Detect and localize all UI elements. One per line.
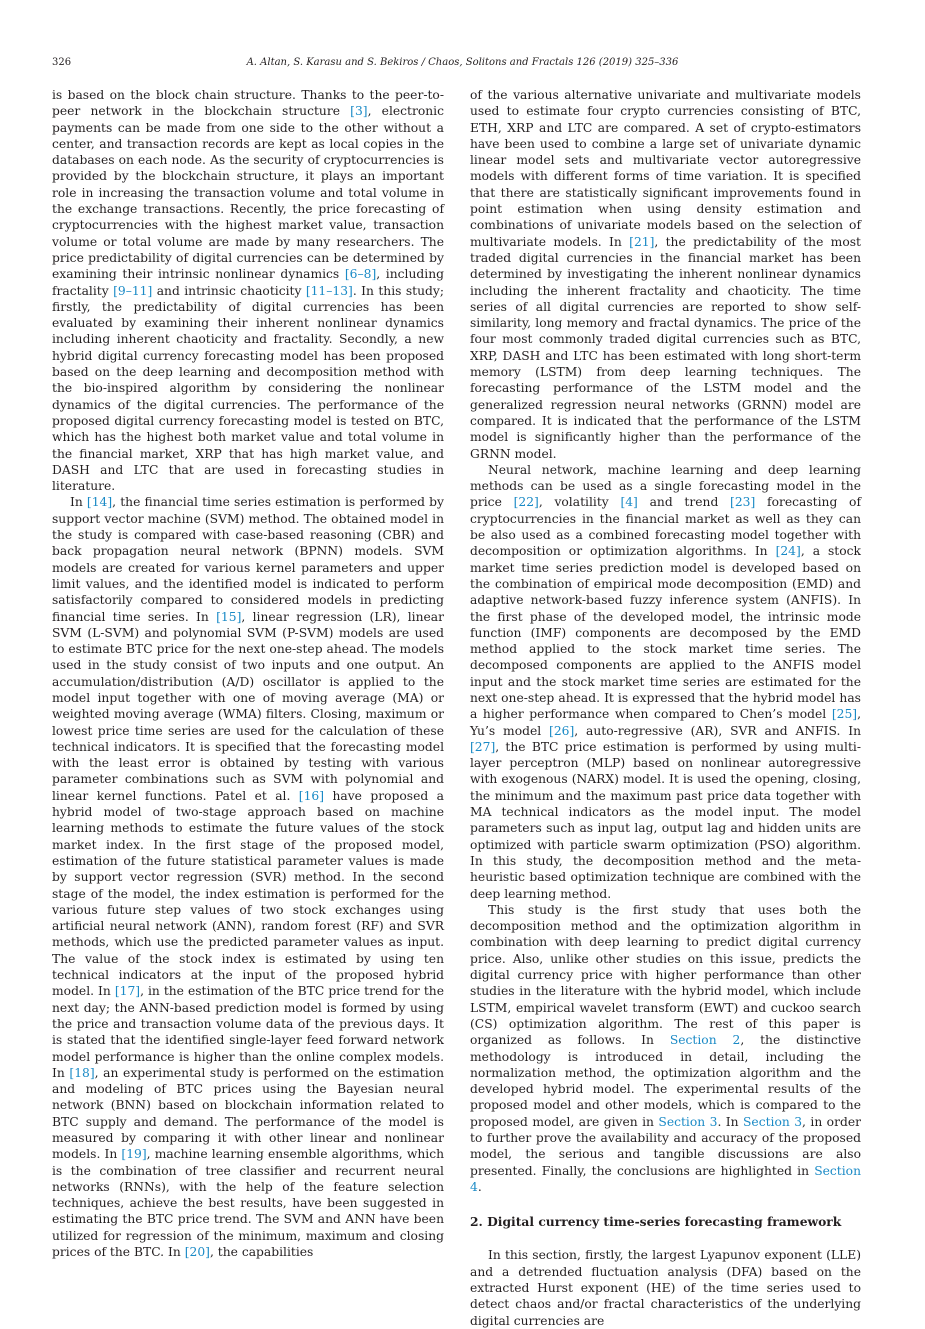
text: , auto-regressive (AR), SVR and ANFIS. In bbox=[574, 723, 861, 738]
text: In this section, firstly, the largest Lyapunov exponent (LLE) and a detrended fluctuation analysis (DFA) based on the extracted Hurst exponent (HE) of the time series used to detect chaos and/or fractal characteristics of the underlying digital currencies are bbox=[470, 1248, 861, 1328]
section-link[interactable]: Section 3 bbox=[658, 1114, 718, 1129]
text: , the BTC price estimation is performed by using multi-layer perceptron (MLP) based on nonlinear autoregressive with exogenous (NARX) model. It is used the opening, closing, the minimum and the maximum past price data together with MA technical indicators as the model input. The model parameters such as input lag, output lag and hidden units are optimized with particle swarm optimization (PSO) algorithm. In this study, the decomposition method and the meta-heuristic based optimization technique are combined with the deep learning method. bbox=[470, 739, 861, 901]
text: , Yu’s model bbox=[470, 707, 861, 738]
text: , the distinctive methodology is introduced in detail, including the normalization method, the optimization algorithm and the developed hybrid model. The experimental results of the proposed model and other models, which is compared to the proposed model, are given in bbox=[470, 1033, 861, 1129]
right-column bbox=[470, 87, 861, 1329]
citation-link[interactable]: [15] bbox=[216, 609, 242, 624]
text: , including fractality bbox=[52, 267, 444, 298]
text: . bbox=[477, 1179, 482, 1194]
paragraph bbox=[470, 87, 861, 462]
text: , electronic payments can be made from one side to the other without a center, and transaction records are kept as local copies in the databases on each node. As the security of cryptocurrencies is provided by the blockchain structure, it plays an important role in increasing the transaction volume and total volume in the exchange transactions. Recently, the price forecasting of cryptocurrencies with the highest market value, transaction volume or total volume are made by many researchers. The price predictability of digital currencies can be determined by examining their intrinsic nonlinear dynamics bbox=[52, 104, 445, 282]
text: , volatility bbox=[538, 495, 621, 510]
citation-link[interactable]: [3] bbox=[350, 104, 368, 119]
text: and trend bbox=[637, 495, 731, 510]
citation-link[interactable]: [23] bbox=[730, 495, 756, 510]
text: , the capabilities bbox=[209, 1245, 314, 1260]
citation-link[interactable]: [27] bbox=[470, 739, 496, 754]
text: . In bbox=[717, 1114, 743, 1129]
paragraph bbox=[470, 902, 861, 1195]
text: , an experimental study is performed on the estimation and modeling of BTC prices using the Bayesian neural network (BNN) based on blockchain information related to BTC supply and demand. The performance of the model is measured by comparing it with other linear and nonlinear models. In bbox=[52, 1065, 445, 1162]
text: , the predictability of the most traded digital currencies in the financial market has been determined by investigating the inherent nonlinear dynamics including the inherent fractality and chaoticity. The time series of all digital currencies are reported to show self-similarity, long memory and fractal dynamics. The price of the four most commonly traded digital currencies such as BTC, XRP, DASH and LTC has been estimated with long short-term memory (LSTM) from deep learning techniques. The forecasting performance of the LSTM model and the generalized regression neural networks (GRNN) model are compared. It is indicated that the performance of the LSTM model is significantly higher than the performance of the GRNN model. bbox=[470, 234, 861, 461]
paragraph bbox=[52, 87, 444, 494]
section-link[interactable]: Section 4 bbox=[470, 1163, 861, 1194]
page-number: 326 bbox=[52, 57, 72, 68]
citation-link[interactable]: [11–13] bbox=[305, 283, 353, 298]
citation-link[interactable]: [9–11] bbox=[113, 283, 153, 298]
citation-link[interactable]: [26] bbox=[549, 723, 575, 738]
text: , a stock market time series prediction model is developed based on the combination of empirical mode decomposition (EMD) and adaptive network-based fuzzy inference system (ANFIS). In the first phase of the developed model, the intrinsic mode function (IMF) components are decomposed by the EMD method applied to the stock market time series. The decomposed components are applied to the ANFIS model input and the stock market time series are estimated for the next one-step ahead. It is expressed that the hybrid model has a higher performance when compared to Chen’s model bbox=[470, 544, 861, 722]
citation-link[interactable]: [18] bbox=[69, 1065, 95, 1080]
section-link[interactable]: Section 3 bbox=[743, 1114, 803, 1129]
paragraph bbox=[52, 494, 444, 1260]
citation-link[interactable]: [22] bbox=[513, 495, 539, 510]
citation-link[interactable]: [6–8] bbox=[344, 267, 377, 282]
text: of the various alternative univariate and multivariate models used to estimate four crypto currencies consisting of BTC, ETH, XRP and LTC are compared. A set of crypto-estimators have been used to combine a large set of univariate dynamic linear model sets and multivariate vector autoregressive models with different forms of time variation. It is specified that there are statistically significant improvements found in point estimation when using density estimation and combinations of univariate models based on the selection of multivariate models. In bbox=[470, 88, 861, 249]
text: In bbox=[70, 495, 87, 510]
text: , in order to further prove the availability and accuracy of the proposed model, the serious and tangible discussions are also presented. Finally, the conclusions are highlighted in bbox=[470, 1114, 861, 1178]
citation-link[interactable]: [19] bbox=[121, 1147, 147, 1162]
paragraph bbox=[470, 462, 861, 902]
citation-link[interactable]: [25] bbox=[831, 707, 858, 722]
citation-link[interactable]: [16] bbox=[298, 788, 325, 803]
citation-link[interactable]: [21] bbox=[629, 234, 655, 249]
text: forecasting of cryptocurrencies in the financial market as well as they can be also used as a combined forecasting model together with decomposition or optimization algorithms. In bbox=[470, 495, 861, 559]
text: This study is the first study that uses both the decomposition method and the optimization algorithm in combination with deep learning to predict digital currency price. Also, unlike other studies on this issue, predicts the digital currency price with higher performance than other studies in the literature with the hybrid model, which include LSTM, empirical wavelet transform (EWT) and cuckoo search (CS) optimization algorithm. The rest of this paper is organized as follows. In bbox=[470, 902, 861, 1048]
text: have proposed a hybrid model of two-stage approach based on machine learning methods to estimate the future values of the stock market index. In the first stage of the proposed model, estimation of the future statistical parameter values is made by support vector regression (SVR) method. In the second stage of the model, the index estimation is performed for the various future step values of two stock exchanges using artificial neural network (ANN), random forest (RF) and SVR methods, which use the predicted parameter values as input. The value of the stock index is estimated by using ten technical indicators at the input of the proposed hybrid model. In bbox=[52, 788, 444, 999]
text: and intrinsic chaoticity bbox=[152, 283, 306, 298]
running-head: A. Altan, S. Karasu and S. Bekiros / Chaos, Solitons and Fractals 126 (2019) 325–336 bbox=[246, 57, 679, 68]
text: , the financial time series estimation is performed by support vector machine (SVM) method. The obtained model in the study is compared with case-based reasoning (CBR) and back propagation neural network (BPNN) models. SVM models are created for various kernel parameters and upper limit values, and the identified model is indicated to perform satisfactorily compared to considered models in predicting financial time series. In bbox=[52, 495, 444, 624]
citation-link[interactable]: [17] bbox=[114, 984, 141, 999]
citation-link[interactable]: [24] bbox=[775, 544, 801, 559]
paragraph bbox=[470, 1247, 861, 1328]
text: Neural network, machine learning and deep learning methods can be used as a single forecasting model in the price bbox=[470, 462, 861, 510]
citation-link[interactable]: [4] bbox=[620, 495, 638, 510]
citation-link[interactable]: [20] bbox=[184, 1245, 210, 1260]
text: , linear regression (LR), linear SVM (L-SVM) and polynomial SVM (P-SVM) models are used to estimate BTC price for the next one-step ahead. The models used in the study consist of two inputs and one output. An accumulation/distribution (A/D) oscillator is applied to the model input together with one of moving average (MA) or weighted moving average (WMA) filters. Closing, maximum or lowest price time series are used for the calculation of these technical indicators. It is specified that the forecasting model with the least error is obtained by testing with various parameter combinations such as SVM with polynomial and linear kernel functions. Patel et al. bbox=[52, 609, 444, 803]
text: , machine learning ensemble algorithms, which is the combination of tree classifier and recurrent neural networks (RNNs), with the help of the feature selection techniques, achieve the best results, have been suggested in estimating the BTC price trend. The SVM and ANN have been utilized for regression of the minimum, maximum and closing prices of the BTC. In bbox=[52, 1147, 444, 1260]
section-heading: 2. Digital currency time-series forecasting framework bbox=[470, 1214, 842, 1230]
text: is based on the block chain structure. Thanks to the peer-to-peer network in the blockchain structure bbox=[52, 88, 444, 119]
citation-link[interactable]: [14] bbox=[86, 495, 113, 510]
text: . In this study; firstly, the predictability of digital currencies has been evaluated by examining their inherent nonlinear dynamics including inherent chaoticity and fractality. Secondly, a new hybrid digital currency forecasting model has been proposed based on the deep learning and decomposition method with the bio-inspired algorithm by considering the nonlinear dynamics of the digital currencies. The performance of the proposed digital currency forecasting model is tested on BTC, which has the highest both market value and total volume in the financial market, XRP that has high market value, and DASH and LTC that are used in forecasting studies in literature. bbox=[52, 283, 444, 494]
text: , in the estimation of the BTC price trend for the next day; the ANN-based prediction model is formed by using the price and transaction volume data of the previous days. It is stated that the identified single-layer feed forward network model performance is higher than the online complex models. In bbox=[52, 984, 444, 1080]
left-column bbox=[52, 87, 444, 1260]
section-link[interactable]: Section 2 bbox=[669, 1033, 741, 1048]
